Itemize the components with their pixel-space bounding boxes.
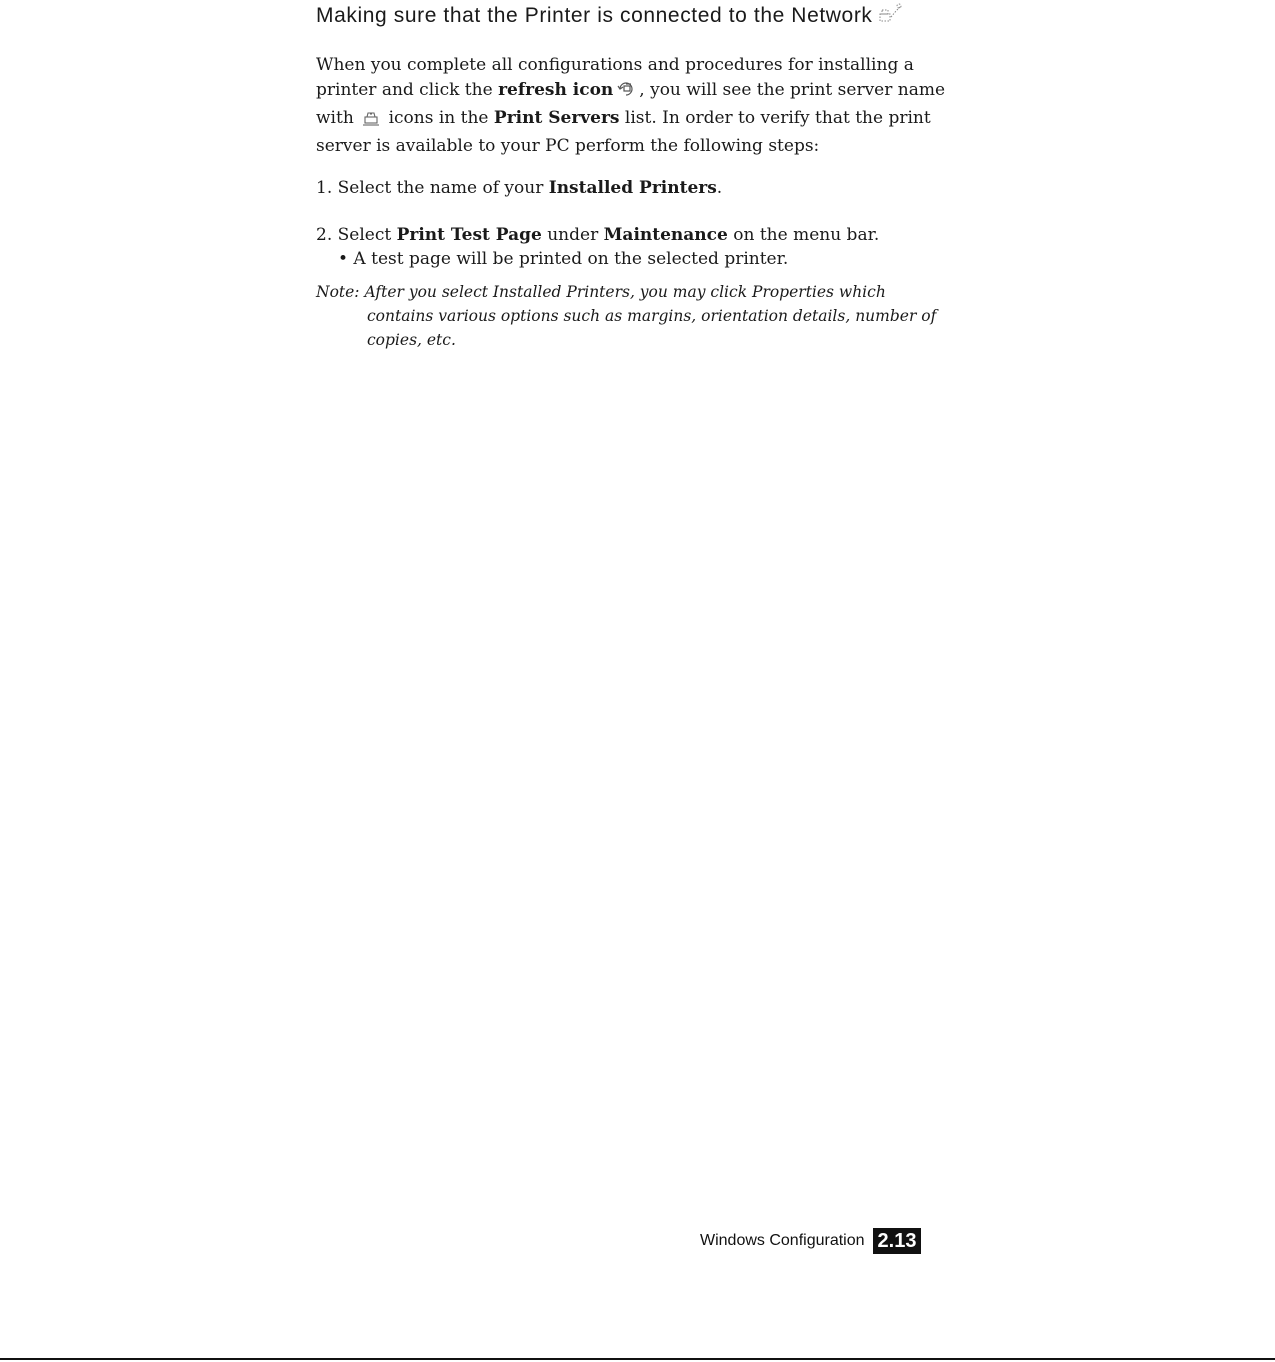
maintenance-term: Maintenance [603,225,728,245]
section-heading-text: Making sure that the Printer is connected to the Network [316,4,873,27]
note-block [316,280,956,352]
note-continuation: contains various options such as margins, orientation details, number of copies, etc. [367,307,937,349]
refresh-icon-term: refresh icon [498,80,614,100]
step-1 [316,176,956,201]
installed-printers-term: Installed Printers [548,178,717,198]
step-1-text: 1. Select the name of your [316,178,549,198]
footer-section-label: Windows Configuration [700,1231,865,1249]
step-2-text: 2. Select [316,225,397,245]
step-2-bullet: • A test page will be printed on the selected printer. [338,249,789,269]
page-footer [700,1227,921,1254]
section-heading [316,2,903,30]
print-servers-term: Print Servers [493,108,620,128]
intro-text-2: , you will see the print server name with [316,80,946,128]
network-printer-icon [877,2,903,30]
bottom-rule [0,1358,1275,1360]
note-line-1: Note: After you select Installed Printers, you may click Properties which [316,283,886,301]
page-number-badge: 2.13 [873,1228,922,1254]
intro-paragraph [316,53,956,159]
print-test-page-term: Print Test Page [396,225,542,245]
step-1-suffix: . [716,178,723,198]
intro-text-4: list. In order to verify that the print server is available to your PC perform the following steps: [316,108,931,156]
intro-text-3: icons in the [383,108,494,128]
refresh-icon [615,80,637,106]
intro-text-1: When you complete all configurations and procedures for installing a printer and click the [316,55,914,100]
step-2-suffix: on the menu bar. [727,225,880,245]
step-2 [316,223,956,248]
step-2-middle: under [541,225,604,245]
print-server-icon [361,109,381,134]
